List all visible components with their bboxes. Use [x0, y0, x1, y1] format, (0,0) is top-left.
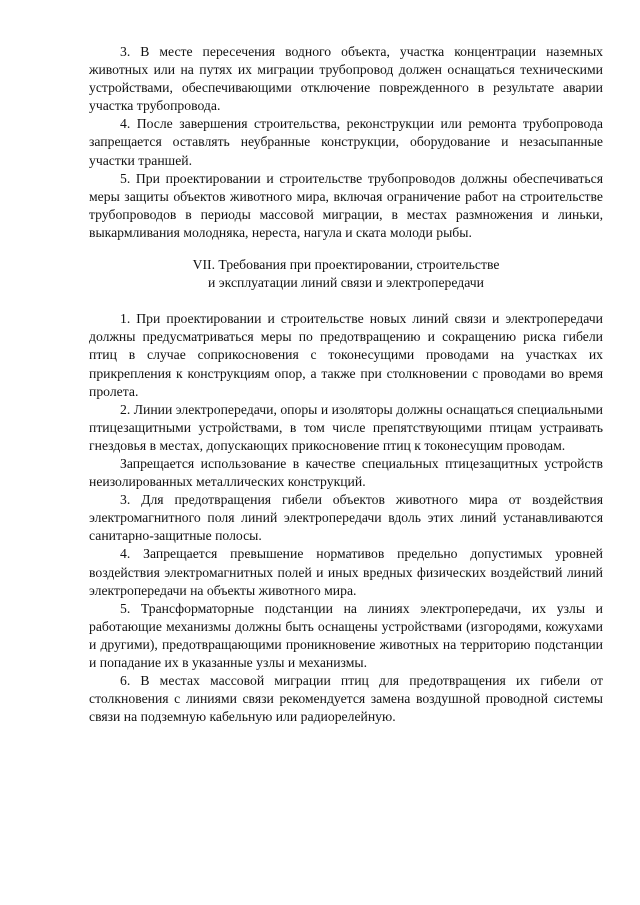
paragraph-6-bird-migration: 6. В местах массовой миграции птиц для предотвращения их гибели от столкновения с линиями связи рекомендуется замена воздушной проводной системы связи на подземную кабельную или радиорелейную.: [89, 673, 603, 725]
section-heading: [89, 256, 603, 292]
paragraph-prohibition-metal: Запрещается использование в качестве специальных птицезащитных устройств неизолированных металлических конструкций.: [89, 455, 603, 490]
section-heading-line2: и эксплуатации линий связи и электропередачи: [208, 275, 484, 291]
paragraph-3-sanitary-zones: 3. Для предотвращения гибели объектов животного мира от воздействия электромагнитного поля линий электропередачи вдоль этих линий устанавливаются санитарно-защитные полосы.: [89, 492, 603, 544]
section-heading-line1: VII. Требования при проектировании, строительстве: [192, 257, 500, 273]
paragraph-5-wildlife-protection: 5. При проектировании и строительстве трубопроводов должны обеспечиваться меры защиты объектов животного мира, включая ограничение работ на строительстве трубопроводов в периоды массовой миграции, в местах размножения и линьки, выкармливания молодняка, нереста, нагула и ската молоди рыбы.: [89, 170, 603, 240]
paragraph-4-after-construction: 4. После завершения строительства, реконструкции или ремонта трубопровода запрещается оставлять неубранные конструкции, оборудование и незасыпанные участки траншей.: [89, 116, 603, 168]
paragraph-4-emf-limits: 4. Запрещается превышение нормативов предельно допустимых уровней воздействия электромагнитных полей и иных вредных физических воздействий линий электропередачи на объекты животного мира.: [89, 546, 603, 598]
paragraph-3-pipeline-crossing: 3. В месте пересечения водного объекта, участка концентрации наземных животных или на путях их миграции трубопровод должен оснащаться техническими устройствами, обеспечивающими отключение поврежденного в результате аварии участка трубопровода.: [89, 44, 603, 114]
document-body: [89, 43, 603, 726]
paragraph-5-substations: 5. Трансформаторные подстанции на линиях электропередачи, их узлы и работающие механизмы должны быть оснащены устройствами (изгородями, кожухами и другими), предотвращающими проникновение животных на территорию подстанции и попадание их в указанные узлы и механизмы.: [89, 600, 603, 670]
paragraph-2-bird-devices: 2. Линии электропередачи, опоры и изоляторы должны оснащаться специальными птицезащитными устройствами, в том числе препятствующими птицам устраивать гнездовья в местах, допускающих прикосновение птиц к токонесущим проводам.: [89, 401, 603, 453]
paragraph-1-bird-protection: 1. При проектировании и строительстве новых линий связи и электропередачи должны предусматриваться меры по предотвращению и сокращению риска гибели птиц в случае соприкосновения с токонесущими проводами на участках их прикрепления к конструкциям опор, а также при столкновении с проводами во время пролета.: [89, 311, 603, 399]
